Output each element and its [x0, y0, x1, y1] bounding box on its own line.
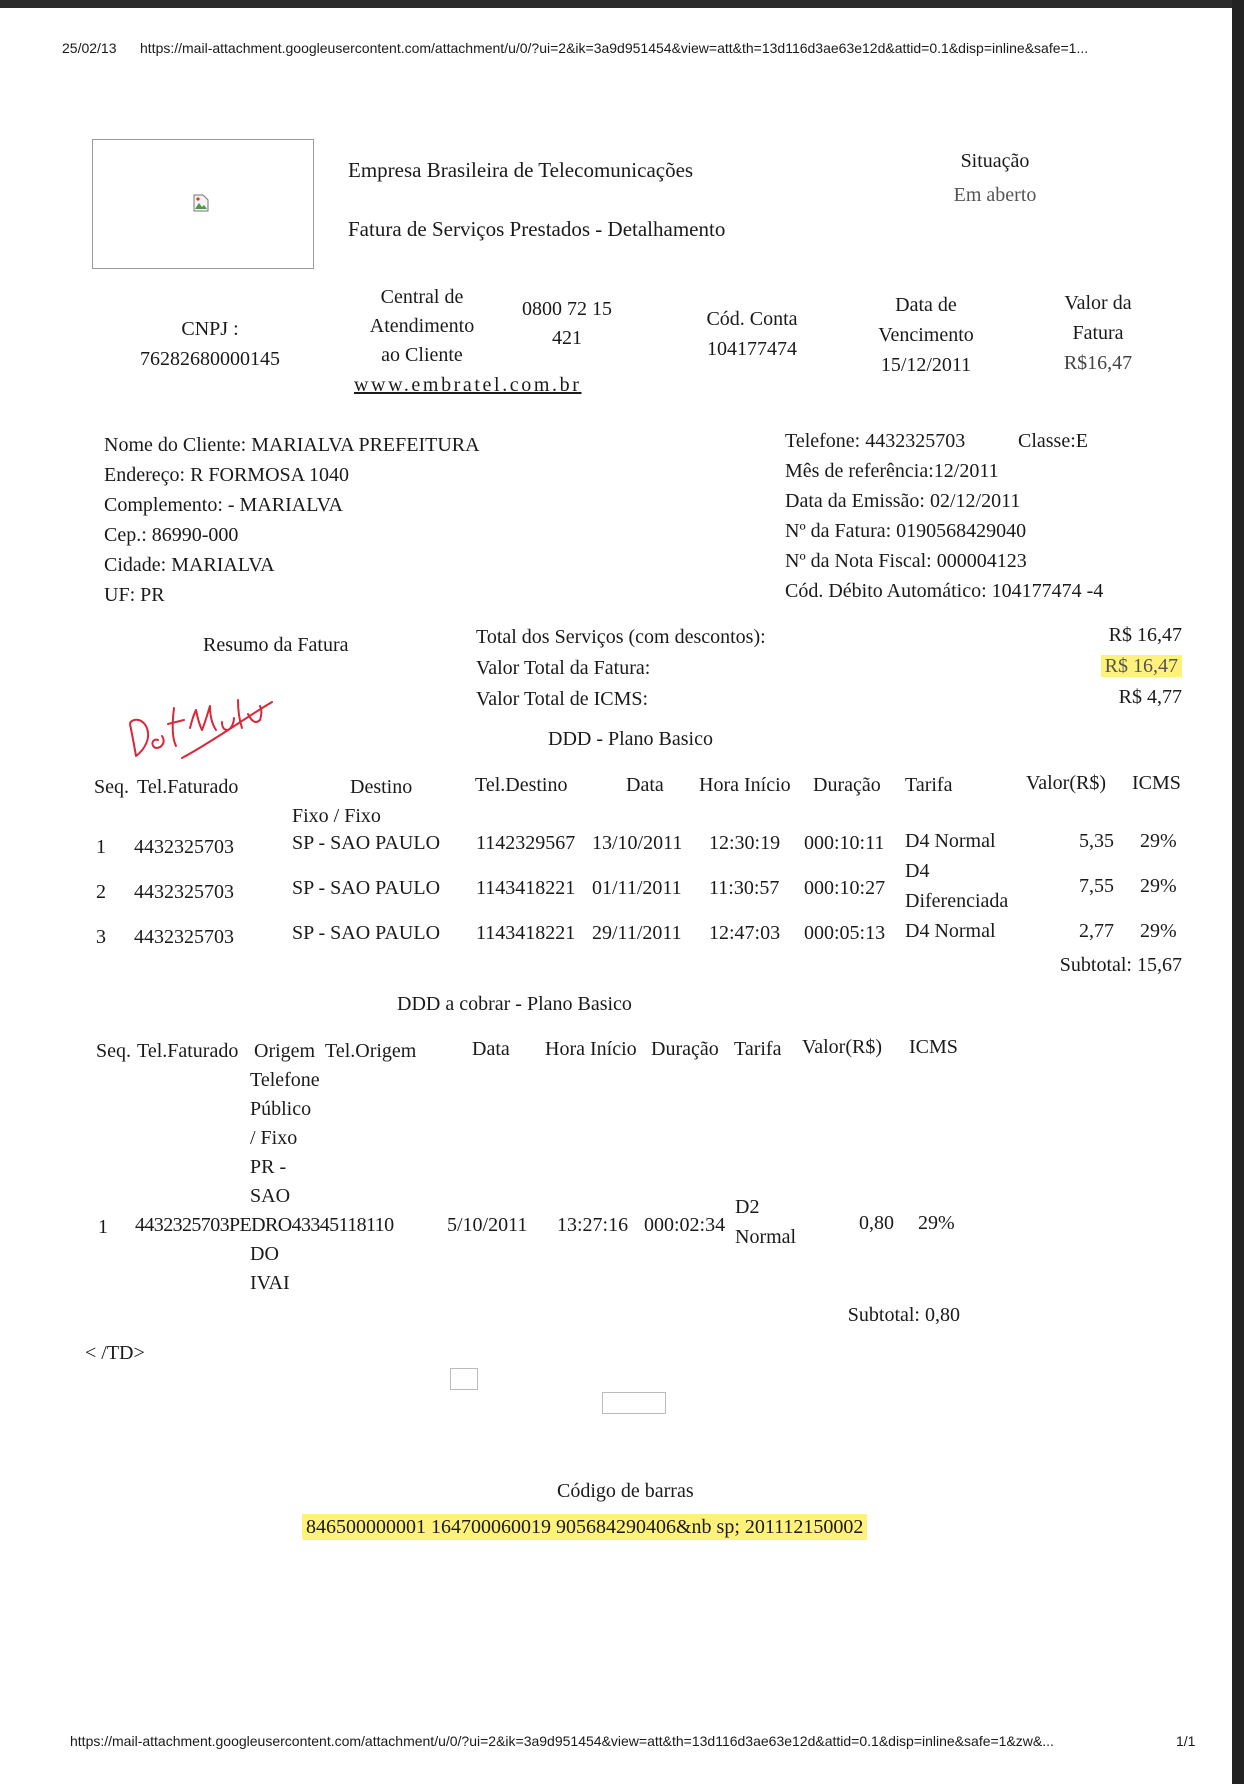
cobrar-subtotal: Subtotal: 0,80 [847, 1304, 960, 1326]
stray-td-text: < /TD> [85, 1342, 145, 1364]
print-date: 25/02/13 [62, 40, 117, 56]
cobrar-cell-concat: 4432325703PEDRO43345118110 [135, 1214, 394, 1236]
situacao-value: Em aberto [953, 184, 1037, 206]
ddd-cell-data: 13/10/2011 [592, 832, 683, 854]
page-number: 1/1 [1176, 1733, 1196, 1749]
cobrar-origem-after: DO [250, 1243, 279, 1265]
ddd-header-destino: Destino [350, 776, 413, 798]
company-logo-box [92, 139, 314, 269]
cobrar-cell-valor: 0,80 [859, 1212, 894, 1234]
ddd-header-hora: Hora Início [699, 774, 791, 796]
ddd-cell-icms: 29% [1140, 830, 1177, 852]
vencimento-value: 15/12/2011 [880, 354, 972, 376]
scan-top-edge [0, 0, 1244, 8]
valor-fatura-value: R$16,47 [1063, 352, 1133, 374]
ddd-cell-valor: 7,55 [1079, 875, 1114, 897]
ddd-cell-destino: SP - SAO PAULO [292, 922, 441, 944]
ddd-cell-destino: SP - SAO PAULO [292, 877, 441, 899]
cobrar-cell-icms: 29% [918, 1212, 955, 1234]
cobrar-header-duracao: Duração [651, 1038, 719, 1060]
ddd-section-title: DDD - Plano Basico [548, 728, 713, 750]
situacao-label: Situação [960, 150, 1030, 172]
ddd-header-seq: Seq. [94, 776, 129, 798]
client-address: Endereço: R FORMOSA 1040 [104, 464, 349, 486]
ddd-cobrar-section-title: DDD a cobrar - Plano Basico [397, 993, 632, 1015]
cobrar-header-origem: Origem [254, 1040, 316, 1062]
central-label-1: Central de [380, 286, 464, 308]
cobrar-header-seq: Seq. [96, 1040, 131, 1062]
central-phone-1: 0800 72 15 [522, 298, 612, 320]
ddd-cell-seq: 2 [96, 881, 106, 903]
auto-debit-code: Cód. Débito Automático: 104177474 -4 [785, 580, 1104, 602]
vencimento-label-2: Vencimento [878, 324, 974, 346]
fiscal-note-number: Nº da Nota Fiscal: 000004123 [785, 550, 1027, 572]
ddd-cell-icms: 29% [1140, 920, 1177, 942]
ddd-cell-tarifa: D4 Normal [905, 920, 996, 942]
icms-value: R$ 4,77 [1118, 686, 1182, 708]
ddd-header-tel: Tel.Faturado [137, 776, 239, 798]
bottom-url: https://mail-attachment.googleusercontent.com/attachment/u/0/?ui=2&ik=3a9d951454&view=att&th=13d116d3ae63e12d&attid=0.1&disp=inline&safe=1&zw&... [70, 1733, 1054, 1749]
ddd-header-tarifa: Tarifa [905, 774, 953, 796]
cobrar-header-data: Data [472, 1038, 510, 1060]
cobrar-origem-line: PR - [250, 1156, 287, 1178]
scan-right-edge [1232, 0, 1244, 1784]
ddd-header-data: Data [626, 774, 664, 796]
valor-fatura-label-2: Fatura [1072, 322, 1124, 344]
barcode-value [302, 1516, 867, 1539]
cobrar-origem-after: IVAI [250, 1272, 290, 1294]
website-link[interactable]: www.embratel.com.br [354, 374, 582, 396]
client-name: Nome do Cliente: MARIALVA PREFEITURA [104, 434, 480, 456]
ddd-cell-valor: 5,35 [1079, 830, 1114, 852]
cobrar-origem-line: Telefone [250, 1069, 320, 1091]
ddd-cell-hora: 12:47:03 [709, 922, 781, 944]
central-label-3: ao Cliente [381, 344, 463, 366]
vencimento-label-1: Data de [895, 294, 957, 316]
cobrar-header-hora: Hora Início [545, 1038, 637, 1060]
ddd-cell-teldestino: 1143418221 [476, 922, 576, 944]
cobrar-cell-tarifa: D2 [735, 1196, 760, 1218]
ddd-cell-seq: 3 [96, 926, 106, 948]
client-phone: Telefone: 4432325703 [785, 430, 966, 452]
cobrar-cell-hora: 13:27:16 [557, 1214, 629, 1236]
cobrar-cell-duracao: 000:02:34 [644, 1214, 726, 1236]
cobrar-cell-tarifa-2: Normal [735, 1226, 797, 1248]
company-name: Empresa Brasileira de Telecomunicações [348, 158, 694, 182]
valor-fatura-label-1: Valor da [1064, 292, 1132, 314]
cod-conta-value: 104177474 [707, 338, 797, 360]
central-phone-2: 421 [552, 327, 582, 349]
valor-total-value-text: R$ 16,47 [1101, 655, 1182, 677]
ddd-cell-tel: 4432325703 [134, 881, 234, 903]
ddd-header-icms: ICMS [1132, 772, 1181, 794]
ddd-cell-duracao: 000:05:13 [804, 922, 886, 944]
ddd-header-duracao: Duração [813, 774, 881, 796]
ddd-cell-tel: 4432325703 [134, 836, 234, 858]
ddd-subtotal: Subtotal: 15,67 [1059, 954, 1182, 976]
reference-month: Mês de referência:12/2011 [785, 460, 999, 482]
broken-image-icon [193, 194, 209, 212]
handwritten-annotation [122, 680, 282, 764]
cobrar-header-valor: Valor(R$) [802, 1036, 882, 1058]
cobrar-cell-seq: 1 [98, 1216, 108, 1238]
issue-date: Data da Emissão: 02/12/2011 [785, 490, 1021, 512]
ddd-cell-destino: SP - SAO PAULO [292, 832, 441, 854]
ddd-cell-tel: 4432325703 [134, 926, 234, 948]
ddd-cell-hora: 11:30:57 [709, 877, 780, 899]
barcode-label: Código de barras [557, 1480, 694, 1502]
cobrar-origem-line: / Fixo [250, 1127, 298, 1149]
ddd-header-valor: Valor(R$) [1026, 772, 1106, 794]
document-title: Fatura de Serviços Prestados - Detalhamento [348, 217, 726, 241]
cobrar-header-tarifa: Tarifa [734, 1038, 782, 1060]
print-url: https://mail-attachment.googleusercontent.com/attachment/u/0/?ui=2&ik=3a9d951454&view=att&th=13d116d3ae63e12d&attid=0.1&disp=inline&safe=1... [140, 40, 1089, 56]
ddd-cell-tarifa-2: Diferenciada [905, 890, 1009, 912]
client-uf: UF: PR [104, 584, 165, 606]
cobrar-cell-data: 5/10/2011 [447, 1214, 528, 1236]
ddd-cell-data: 01/11/2011 [592, 877, 682, 899]
total-servicos-value: R$ 16,47 [1108, 624, 1182, 646]
ddd-cell-tarifa: D4 [905, 860, 930, 882]
ddd-cell-teldestino: 1143418221 [476, 877, 576, 899]
barcode-value-text: 846500000001 164700060019 905684290406&nb sp; 201112150002 [302, 1514, 867, 1540]
client-complement: Complemento: - MARIALVA [104, 494, 343, 516]
cnpj-value: 76282680000145 [140, 348, 280, 370]
client-city: Cidade: MARIALVA [104, 554, 275, 576]
image-placeholder [602, 1392, 666, 1414]
total-servicos-label: Total dos Serviços (com descontos): [476, 626, 766, 648]
ddd-cell-tarifa: D4 Normal [905, 830, 996, 852]
ddd-cell-icms: 29% [1140, 875, 1177, 897]
resumo-title: Resumo da Fatura [203, 634, 349, 656]
central-label-2: Atendimento [369, 315, 475, 337]
cobrar-header-telorigem: Tel.Origem [325, 1040, 417, 1062]
client-class: Classe:E [1018, 430, 1088, 452]
cod-conta-label: Cód. Conta [706, 308, 798, 330]
ddd-header-teldestino: Tel.Destino [475, 774, 568, 796]
cobrar-header-tel: Tel.Faturado [137, 1040, 239, 1062]
ddd-header-destino-sub: Fixo / Fixo [292, 805, 381, 827]
ddd-cell-duracao: 000:10:27 [804, 877, 886, 899]
cobrar-origem-line: SAO [250, 1185, 291, 1207]
cnpj-label: CNPJ : [181, 318, 239, 340]
client-cep: Cep.: 86990-000 [104, 524, 239, 546]
image-placeholder [450, 1368, 478, 1390]
cobrar-origem-line: Público [250, 1098, 312, 1120]
ddd-cell-duracao: 000:10:11 [804, 832, 885, 854]
invoice-number: Nº da Fatura: 0190568429040 [785, 520, 1027, 542]
ddd-cell-valor: 2,77 [1079, 920, 1114, 942]
icms-label: Valor Total de ICMS: [476, 688, 649, 710]
ddd-cell-seq: 1 [96, 836, 106, 858]
valor-total-value [1040, 655, 1182, 678]
ddd-cell-hora: 12:30:19 [709, 832, 781, 854]
ddd-cell-teldestino: 1142329567 [476, 832, 576, 854]
cobrar-header-icms: ICMS [909, 1036, 958, 1058]
ddd-cell-data: 29/11/2011 [592, 922, 682, 944]
valor-total-label: Valor Total da Fatura: [476, 657, 651, 679]
